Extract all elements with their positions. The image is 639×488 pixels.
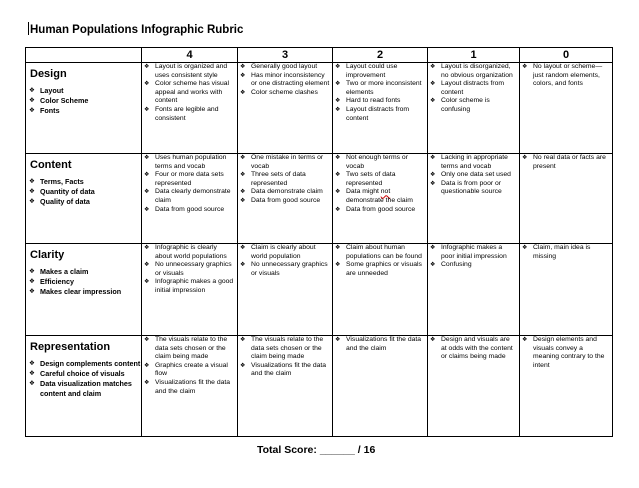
total-score-suffix: / 16 [357, 444, 376, 456]
total-score-label: Total Score: [257, 444, 317, 456]
criteria-list [520, 244, 612, 261]
criteria-item: ❖ Visualizations fit the data and the claim [335, 336, 425, 353]
category-cell [26, 154, 142, 244]
criteria-cell [428, 336, 520, 437]
criteria-item: ❖ Data from good source [144, 206, 235, 215]
criteria-cell [428, 154, 520, 244]
criteria-list [333, 336, 427, 353]
criteria-item: ❖ Layout is disorganized, no obvious organization [430, 63, 517, 80]
criteria-list [428, 336, 519, 362]
criteria-cell [238, 336, 333, 437]
document-title-text: Human Populations Infographic Rubric [30, 24, 244, 36]
criteria-item: ❖ Uses human population terms and vocab [144, 154, 235, 171]
category-subitem: ❖ Careful choice of visuals [28, 369, 141, 379]
criteria-cell [142, 244, 238, 336]
score-header-4: 4 [142, 48, 238, 63]
criteria-cell [238, 63, 333, 154]
criteria-item: ❖ Layout distracts from content [335, 106, 425, 123]
criteria-item: ❖ Three sets of data represented [240, 171, 330, 188]
criteria-item: ❖ Claim is clearly about world population [240, 244, 330, 261]
category-subitem: ❖ Makes clear impression [28, 287, 141, 297]
criteria-item: ❖ Claim, main idea is missing [522, 244, 610, 261]
criteria-list [238, 336, 332, 379]
category-name: Clarity [30, 249, 65, 261]
criteria-item: ❖ Hard to read fonts [335, 97, 425, 106]
criteria-item: ❖ Generally good layout [240, 63, 330, 72]
category-subitem: ❖ Color Scheme [28, 96, 141, 106]
rubric-row-representation [26, 336, 613, 437]
criteria-item: ❖ Four or more data sets represented [144, 171, 235, 188]
criteria-item: ❖ Infographic makes a poor initial impression [430, 244, 517, 261]
criteria-item: ❖ Claim about human populations can be found [335, 244, 425, 261]
criteria-item: ❖ Two or more inconsistent elements [335, 80, 425, 97]
category-subitem: ❖ Quality of data [28, 197, 141, 207]
criteria-item: ❖ Data clearly demonstrate claim [144, 188, 235, 205]
category-subitem: ❖ Layout [28, 86, 141, 96]
criteria-list [333, 63, 427, 123]
criteria-item: ❖ Lacking in appropriate terms and vocab [430, 154, 517, 171]
criteria-cell [142, 336, 238, 437]
category-subitem: ❖ Quantity of data [28, 187, 141, 197]
criteria-cell [428, 63, 520, 154]
category-subitems [26, 267, 141, 297]
criteria-cell [238, 244, 333, 336]
rubric-row-content [26, 154, 613, 244]
text-cursor [28, 22, 29, 35]
criteria-cell [520, 154, 613, 244]
category-subitems [26, 86, 141, 116]
criteria-item: ❖ Design and visuals are at odds with the content or claims being made [430, 336, 517, 362]
rubric-row-clarity [26, 244, 613, 336]
criteria-list [428, 63, 519, 115]
criteria-item: ❖ Visualizations fit the data and the claim [240, 362, 330, 379]
criteria-cell [520, 63, 613, 154]
score-header-2: 2 [333, 48, 428, 63]
criteria-list [238, 244, 332, 278]
category-name: Design [30, 68, 67, 80]
total-score [257, 444, 375, 456]
category-name: Content [30, 159, 72, 171]
header-row [26, 48, 613, 63]
criteria-item: ❖ Color scheme has visual appeal and works with content [144, 80, 235, 106]
criteria-cell [333, 63, 428, 154]
category-name: Representation [30, 341, 111, 353]
criteria-item: ❖ Two sets of data represented [335, 171, 425, 188]
criteria-list [238, 154, 332, 206]
criteria-list [142, 63, 237, 123]
document-title[interactable] [28, 22, 243, 36]
criteria-item: ❖ One mistake in terms or vocab [240, 154, 330, 171]
criteria-item: ❖ Not enough terms or vocab [335, 154, 425, 171]
criteria-item: ❖ Graphics create a visual flow [144, 362, 235, 379]
criteria-item: ❖ Data might not demonstrate the claim [335, 188, 425, 205]
category-subitem: ❖ Fonts [28, 106, 141, 116]
criteria-item: ❖ No layout or scheme—just random elements, colors, and fonts [522, 63, 610, 89]
criteria-item: ❖ Has minor inconsistency or one distracting element [240, 72, 330, 89]
criteria-cell [142, 63, 238, 154]
rubric-row-design [26, 63, 613, 154]
total-score-blank: ______ [319, 444, 355, 456]
category-subitem: ❖ Data visualization matches content and claim [28, 379, 141, 399]
category-subitems [26, 177, 141, 207]
criteria-item: ❖ Data from good source [335, 206, 425, 215]
category-subitem: ❖ Makes a claim [28, 267, 141, 277]
criteria-item: ❖ Color scheme is confusing [430, 97, 517, 114]
category-subitems [26, 359, 141, 399]
criteria-item: ❖ Layout could use improvement [335, 63, 425, 80]
rubric-body [26, 63, 613, 437]
criteria-list [238, 63, 332, 97]
criteria-item: ❖ Fonts are legible and consistent [144, 106, 235, 123]
criteria-cell [520, 244, 613, 336]
criteria-list [520, 154, 612, 171]
criteria-list [428, 154, 519, 197]
criteria-item: ❖ Data from good source [240, 197, 330, 206]
criteria-cell [333, 336, 428, 437]
criteria-item: ❖ Infographic is clearly about world populations [144, 244, 235, 261]
score-header-0: 0 [520, 48, 613, 63]
criteria-list [333, 244, 427, 278]
criteria-item: ❖ No unnecessary graphics or visuals [240, 261, 330, 278]
criteria-item: ❖ Design elements and visuals convey a meaning contrary to the intent [522, 336, 610, 370]
criteria-cell [238, 154, 333, 244]
criteria-list [428, 244, 519, 270]
criteria-item: ❖ Some graphics or visuals are unneeded [335, 261, 425, 278]
category-cell [26, 63, 142, 154]
criteria-list [520, 336, 612, 370]
criteria-item: ❖ Visualizations fit the data and the claim [144, 379, 235, 396]
criteria-item: ❖ No unnecessary graphics or visuals [144, 261, 235, 278]
score-header-3: 3 [238, 48, 333, 63]
criteria-item: ❖ Color scheme clashes [240, 89, 330, 98]
criteria-item: ❖ Data demonstrate claim [240, 188, 330, 197]
category-subitem: ❖ Design complements content [28, 359, 141, 369]
criteria-list [333, 154, 427, 214]
criteria-list [142, 336, 237, 396]
criteria-item: ❖ No real data or facts are present [522, 154, 610, 171]
criteria-list [520, 63, 612, 89]
criteria-list [142, 244, 237, 296]
score-header-1: 1 [428, 48, 520, 63]
spellcheck-underline: not [380, 188, 391, 196]
criteria-item: ❖ Only one data set used [430, 171, 517, 180]
criteria-list [142, 154, 237, 214]
category-subitem: ❖ Terms, Facts [28, 177, 141, 187]
criteria-item: ❖ Layout is organized and uses consistent style [144, 63, 235, 80]
criteria-cell [520, 336, 613, 437]
category-cell [26, 244, 142, 336]
criteria-cell [142, 154, 238, 244]
criteria-item: ❖ Layout distracts from content [430, 80, 517, 97]
category-subitem: ❖ Efficiency [28, 277, 141, 287]
category-cell [26, 336, 142, 437]
criteria-item: ❖ Infographic makes a good initial impression [144, 278, 235, 295]
criteria-cell [333, 154, 428, 244]
criteria-cell [333, 244, 428, 336]
criteria-item: ❖ Confusing [430, 261, 517, 270]
criteria-item: ❖ The visuals relate to the data sets chosen or the claim being made [144, 336, 235, 362]
criteria-item: ❖ Data is from poor or questionable source [430, 180, 517, 197]
rubric-table [25, 47, 613, 437]
criteria-cell [428, 244, 520, 336]
criteria-item: ❖ The visuals relate to the data sets chosen or the claim being made [240, 336, 330, 362]
header-corner-cell [26, 48, 142, 63]
